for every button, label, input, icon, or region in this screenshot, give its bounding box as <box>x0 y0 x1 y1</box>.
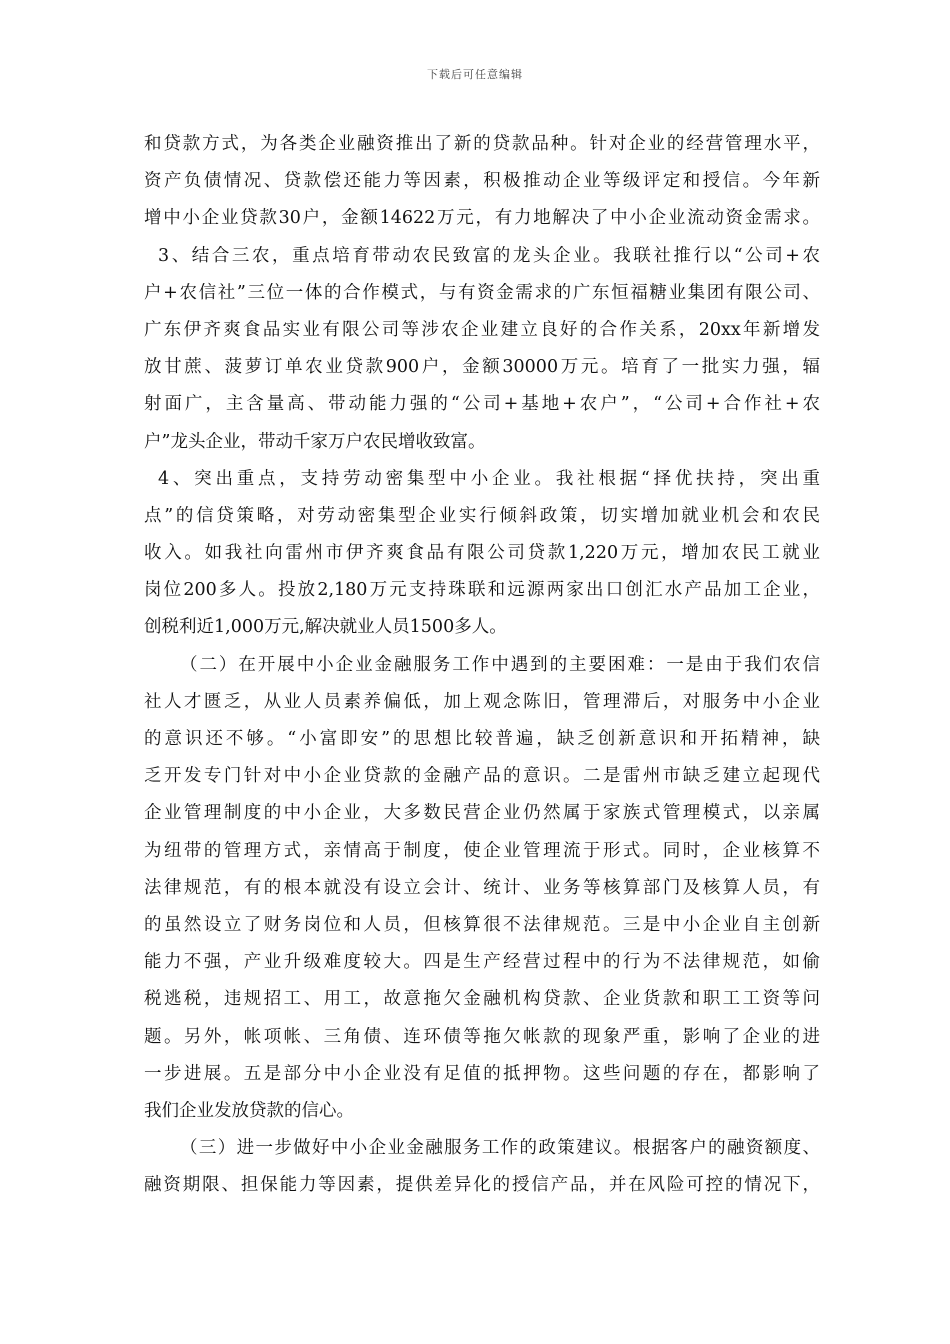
text-line: 创税利近1,000万元,解决就业人员1500多人。 <box>144 617 507 638</box>
text-line: （二）在开展中小企业金融服务工作中遇到的主要困难：一是由于我们农信 <box>180 654 820 675</box>
text-line: 一步进展。五是部分中小企业没有足值的抵押物。这些问题的存在，都影响了 <box>144 1063 820 1084</box>
text-line: 我们企业发放贷款的信心。 <box>144 1100 354 1121</box>
text-line: 社人才匮乏，从业人员素养偏低，加上观念陈旧，管理滞后，对服务中小企业 <box>144 691 820 712</box>
text-line: 广东伊齐爽食品实业有限公司等涉农企业建立良好的合作关系，20xx年新增发 <box>144 319 820 340</box>
text-line: 点”的信贷策略，对劳动密集型企业实行倾斜政策，切实增加就业机会和农民 <box>144 505 820 526</box>
text-line: 法律规范，有的根本就没有设立会计、统计、业务等核算部门及核算人员，有 <box>144 877 820 898</box>
text-line: 为纽带的管理方式，亲情高于制度，使企业管理流于形式。同时，企业核算不 <box>144 840 820 861</box>
text-line: 题。另外，帐项帐、三角债、连环债等拖欠帐款的现象严重，影响了企业的进 <box>144 1026 820 1047</box>
document-body <box>144 126 820 1204</box>
text-line: 4、突出重点，支持劳动密集型中小企业。我社根据“择优扶持，突出重 <box>158 468 820 489</box>
text-line: 能力不强，产业升级难度较大。四是生产经营过程中的行为不法律规范，如偷 <box>144 952 820 973</box>
text-line: 的虽然设立了财务岗位和人员，但核算很不法律规范。三是中小企业自主创新 <box>144 914 820 935</box>
page-header: 下载后可任意编辑 <box>427 68 523 81</box>
text-line: （三）进一步做好中小企业金融服务工作的政策建议。根据客户的融资额度、 <box>180 1138 820 1159</box>
text-line: 增中小企业贷款30户，金额14622万元，有力地解决了中小企业流动资金需求。 <box>144 208 820 229</box>
text-line: 乏开发专门针对中小企业贷款的金融产品的意识。二是雷州市缺乏建立起现代 <box>144 766 820 787</box>
text-line: 企业管理制度的中小企业，大多数民营企业仍然属于家族式管理模式，以亲属 <box>144 803 820 824</box>
text-line: 的意识还不够。“小富即安”的思想比较普遍，缺乏创新意识和开拓精神，缺 <box>144 729 820 749</box>
text-line: 资产负债情况、贷款偿还能力等因素，积极推动企业等级评定和授信。今年新 <box>144 171 820 192</box>
text-line: 融资期限、担保能力等因素，提供差异化的授信产品，并在风险可控的情况下， <box>144 1175 820 1196</box>
text-line: 3、结合三农，重点培育带动农民致富的龙头企业。我联社推行以“公司+农 <box>158 245 820 266</box>
text-line: 户+农信社”三位一体的合作模式，与有资金需求的广东恒福糖业集团有限公司、 <box>144 282 820 303</box>
text-line: 户”龙头企业，带动千家万户农民增收致富。 <box>144 431 486 452</box>
text-line: 税逃税，违规招工、用工，故意拖欠金融机构贷款、企业货款和职工工资等问 <box>144 989 820 1010</box>
text-line: 射面广，主含量高、带动能力强的“公司+基地+农户”，“公司+合作社+农 <box>144 394 820 415</box>
text-line: 放甘蔗、菠萝订单农业贷款900户，金额30000万元。培育了一批实力强，辐 <box>144 357 820 378</box>
text-line: 岗位200多人。投放2,180万元支持珠联和远源两家出口创汇水产品加工企业， <box>144 580 820 601</box>
text-line: 和贷款方式，为各类企业融资推出了新的贷款品种。针对企业的经营管理水平， <box>144 134 820 154</box>
text-line: 收入。如我社向雷州市伊齐爽食品有限公司贷款1,220万元，增加农民工就业 <box>144 543 820 564</box>
